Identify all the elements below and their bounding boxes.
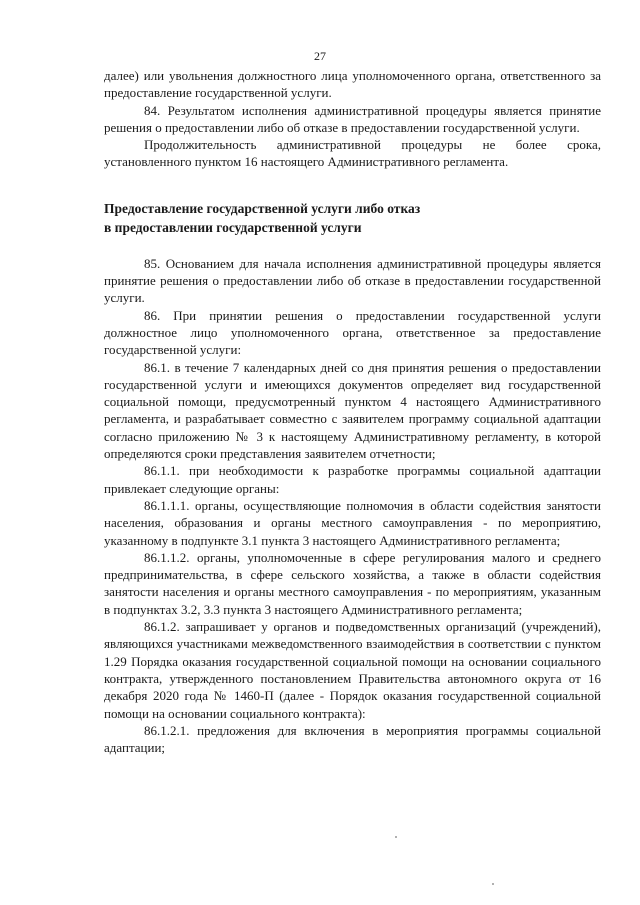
scan-speck (492, 883, 494, 885)
paragraph-86: 86. При принятии решения о предоставлении государственной услуги должностное лицо уполномоченного органа, ответственное за предоставление государственной услуги: (104, 307, 601, 358)
paragraph-86-1-2: 86.1.2. запрашивает у органов и подведомственных организаций (учреждений), являющихся участниками межведомственного взаимодействия в соответствии с пунктом 1.29 Порядка оказания государственной социальной помощи на основании социального контракта, утвержденного постановлением Правительства автономного округа от 16 декабря 2020 года № 1460-П (далее - Порядок оказания государственной социальной помощи на основании социального контракта): (104, 619, 601, 721)
page-number: 27 (314, 49, 326, 63)
paragraph-continuation: далее) или увольнения должностного лица уполномоченного органа, ответственного за предоставление государственной услуги. (104, 68, 601, 101)
paragraph-86-1-2-1: 86.1.2.1. предложения для включения в мероприятия программы социальной адаптации; (104, 722, 601, 756)
paragraph-84: 84. Результатом исполнения административной процедуры является принятие решения о предоставлении либо об отказе в предоставлении государственной услуги. (104, 102, 601, 135)
section-heading-line-2: в предоставлении государственной услуги (104, 219, 362, 235)
document-body (104, 67, 601, 756)
paragraph-86-1: 86.1. в течение 7 календарных дней со дня принятия решения о предоставлении государственной услуги и имеющихся документов определяет вид государственной социальной помощи, предусмотренный пунктом 4 настоящего Административного регламента, и разрабатывает совместно с заявителем программу социальной адаптации согласно приложению № 3 к настоящему Административному регламенту, в которой определяются сроки представления заявителем отчетности; (104, 359, 601, 462)
scan-speck (395, 836, 397, 838)
paragraph-86-1-1-2: 86.1.1.2. органы, уполномоченные в сфере регулирования малого и среднего предпринимательства, в сфере сельского хозяйства, а также в области содействия занятости населения и органы местного самоуправления - по мероприятиям, указанным в подпунктах 3.2, 3.3 пункта 3 настоящего Административного регламента; (104, 549, 601, 617)
paragraph-86-1-1-1: 86.1.1.1. органы, осуществляющие полномочия в области содействия занятости населения, образования и органы местного самоуправления - по мероприятию, указанному в подпункте 3.1 пункта 3 настоящего Административного регламента; (104, 497, 601, 548)
paragraph-85: 85. Основанием для начала исполнения административной процедуры является принятие решения о предоставлении либо об отказе в предоставлении государственной услуги. (104, 255, 601, 306)
section-heading-line-1: Предоставление государственной услуги либо отказ (104, 200, 421, 216)
paragraph-duration: Продолжительность административной процедуры не более срока, установленного пунктом 16 настоящего Административного регламента. (104, 137, 601, 170)
paragraph-86-1-1: 86.1.1. при необходимости к разработке программы социальной адаптации привлекает следующие органы: (104, 463, 601, 496)
